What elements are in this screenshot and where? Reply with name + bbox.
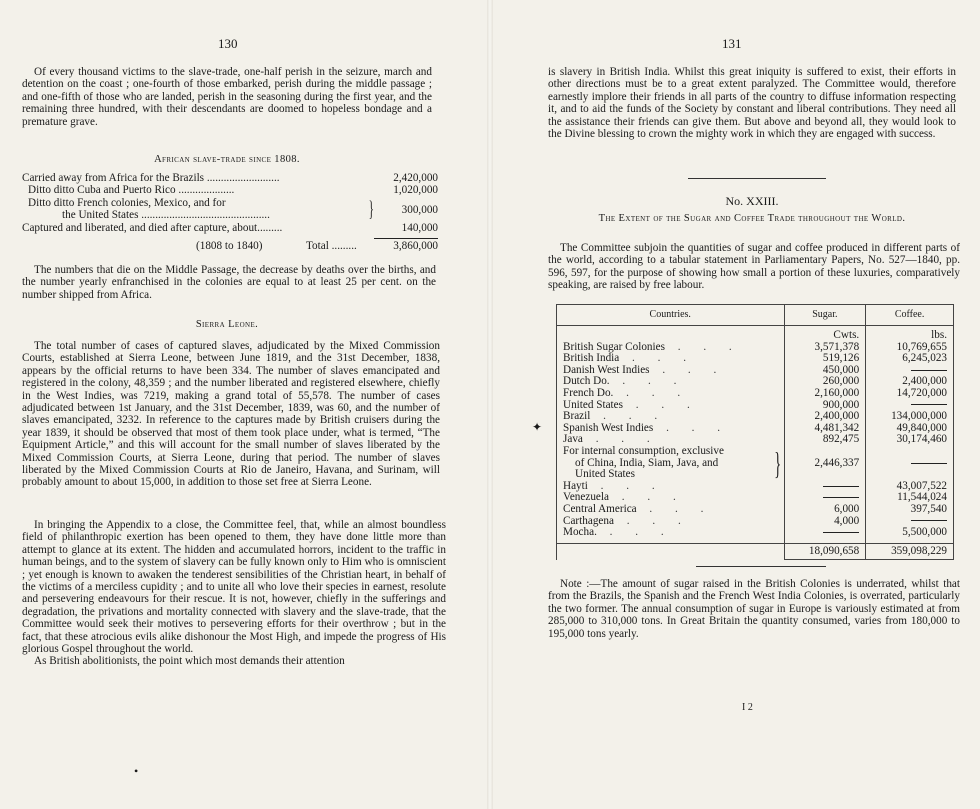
country-name: French Do. [563, 386, 614, 399]
country-name: Hayti [563, 479, 588, 492]
sugar-cell: 6,000 [784, 504, 866, 516]
export-value: 300,000 [401, 203, 438, 216]
internal-line: For internal consumption, exclusive [563, 444, 724, 457]
sugar-cell: 450,000 [784, 365, 866, 377]
slave-trade-export-table [22, 172, 438, 238]
leader-dots: . . . [609, 375, 687, 388]
slave-trade-total-row [22, 240, 438, 254]
leader-dots: . . . [596, 526, 674, 539]
coffee-cell: 11,544,024 [866, 492, 954, 504]
brace-icon: } [774, 444, 782, 481]
coffee-cell: 134,000,000 [866, 411, 954, 423]
brace-icon: } [368, 195, 374, 221]
country-name: Central America [563, 502, 637, 515]
sierra-leone-paragraph [22, 340, 440, 489]
leader-dots: . . . [613, 514, 691, 527]
export-row [22, 222, 438, 238]
units-row [557, 326, 954, 342]
signature-mark: I 2 [742, 702, 753, 713]
export-row [22, 184, 438, 196]
sugar-note-paragraph [548, 578, 960, 640]
sugar-coffee-intro-paragraph [548, 242, 960, 292]
sugar-cell: 892,475 [784, 434, 866, 446]
export-label: Captured and liberated, and died after capture, about......... [22, 221, 283, 234]
total-sugar: 18,090,658 [784, 543, 866, 560]
column-header-countries: Countries. [557, 305, 785, 326]
coffee-cell: 43,007,522 [866, 481, 954, 493]
country-name: Dutch Do. [563, 375, 610, 388]
country-name: Spanish West Indies [563, 421, 654, 434]
sugar-units: Cwts. [784, 326, 866, 342]
middle-passage-note [22, 264, 436, 301]
export-value: 2,420,000 [393, 172, 438, 184]
sugar-cell: 260,000 [784, 376, 866, 388]
dash-mark [823, 486, 859, 487]
country-name: Mocha. [563, 526, 597, 539]
export-row [22, 172, 438, 184]
section-title: The Extent of the Sugar and Coffee Trade throughout the World. [598, 213, 906, 224]
country-cell [557, 527, 785, 543]
total-coffee: 359,098,229 [866, 543, 954, 560]
note-divider [696, 566, 826, 567]
leader-dots: . . . [619, 352, 697, 365]
dash-mark [911, 463, 947, 464]
coffee-cell: 49,840,000 [866, 423, 954, 435]
section-number: No. XXIII. [725, 194, 779, 208]
ornament-icon: ✦ [532, 420, 543, 434]
paragraph-text: The Committee subjoin the quantities of sugar and coffee produced in different parts of the world, according to a tabular statement in Parliamentary Papers, No. 527—1840, pp. 596, 597, for the purpose of showing how small a portion of these luxuries, comparatively speaking, are raised by free labour. [548, 242, 960, 292]
export-label: Ditto ditto Cuba and Puerto Rico .................... [28, 184, 235, 197]
dash-mark [911, 404, 947, 405]
coffee-cell: 5,500,000 [866, 527, 954, 543]
export-label: Carried away from Africa for the Brazils .......................... [22, 172, 280, 184]
export-value: 1,020,000 [393, 184, 438, 197]
paragraph-text: As British abolitionists, the point which most demands their attention [34, 655, 345, 668]
column-header-sugar: Sugar. [784, 305, 866, 326]
paragraph-text: The numbers that die on the Middle Passage, the decrease by deaths over the births, and the number yearly enfranchised in the colonies are equal to at least 25 per cent. on the number shipped from Africa. [22, 264, 436, 301]
table-row [557, 527, 954, 543]
coffee-cell: 10,769,655 [866, 342, 954, 354]
sugar-cell: 2,446,337 [784, 446, 866, 481]
sugar-cell: 2,400,000 [784, 411, 866, 423]
coffee-cell: 397,540 [866, 504, 954, 516]
leader-dots: . . . [590, 410, 668, 423]
internal-line: United States [575, 468, 635, 481]
country-name: Brazil [563, 410, 591, 423]
paragraph-text: is slavery in British India. Whilst this great iniquity is suffered to exist, their efforts in other directions must be to a great extent paralyzed. The Committee would, therefore earnestly implore their friends in all parts of the country to diffuse information respecting it, and to aid the funds of the Society by constant and liberal contributions. They need all the assistance their friends can give them. But above and beyond all, they would look to the Divine blessing to crown the mighty work in which they are engaged with success. [548, 66, 956, 141]
sugar-cell: 3,571,378 [784, 342, 866, 354]
coffee-cell: 6,245,023 [866, 353, 954, 365]
paragraph-text: Of every thousand victims to the slave-trade, one-half perish in the seizure, march and detention on the coast ; one-fourth of those embarked, perish during the middle passage ; and one-fifth of those who are landed, perish in the seasoning during the first year, and the remaining three hundred, with their descendants are doomed to hopeless bondage and a premature grave. [22, 66, 432, 128]
total-empty-cell [557, 543, 785, 560]
leader-dots: . . . [653, 421, 731, 434]
british-india-paragraph [548, 66, 956, 140]
leader-dots: . . . [636, 502, 714, 515]
slave-trade-mortality-paragraph [22, 66, 432, 128]
sugar-cell: 2,160,000 [784, 388, 866, 400]
country-name: Danish West Indies [563, 363, 650, 376]
sugar-cell: 4,481,342 [784, 423, 866, 435]
coffee-units: lbs. [866, 326, 954, 342]
country-name: Venezuela [563, 491, 609, 504]
sugar-cell [784, 481, 866, 493]
units-cell [557, 326, 785, 342]
right-page [490, 0, 980, 809]
total-value: 3,860,000 [393, 240, 438, 252]
total-years: (1808 to 1840) [196, 240, 263, 252]
paragraph-text: In bringing the Appendix to a close, the Committee feel, that, while an almost boundless field of philanthropic exertion has been opened to them, they have done little more than attempt to glance at its extent. The hidden and accumulated horrors, incident to the traffic in human beings, and to the system of slavery can be fully known only to Him who is omniscient ; yet enough is known to awaken the tenderest sensibilities of the Christian heart, in behalf of the victims of a merciless cupidity ; and to unite all who love their species in earnest, resolute and persevering endeavours for their rescue. It is not, however, chiefly in the sufferings and degradation, the privations and mortality connected with slavery and the slave-trade, that the Committee would seek their motives to persevering efforts for their overthrow ; but in the fact, that these atrocious evils alike dishonour the Most High, and impede the progress of His glorious Gospel throughout the world. [22, 519, 446, 656]
paragraph-text: Note :—The amount of sugar raised in the British Colonies is underrated, whilst that from the Brazils, the Spanish and the French West India Colonies, is overrated, particularly the two former. The annual consumption of sugar in Europe is variously estimated at from 285,000 to 310,000 tons. In Great Britain the quantity consumed, varies from 180,000 to 195,000 tons yearly. [548, 578, 960, 640]
dash-mark [911, 520, 947, 521]
sugar-coffee-table [556, 304, 954, 560]
coffee-cell [866, 446, 954, 481]
country-name: British India [563, 352, 620, 365]
sugar-cell: 4,000 [784, 516, 866, 528]
sierra-leone-heading: Sierra Leone. [195, 319, 259, 330]
total-rule [374, 238, 438, 239]
leader-dots: . . . [649, 363, 727, 376]
right-page-number: 131 [722, 36, 742, 51]
leader-dots: . . . [622, 398, 700, 411]
paragraph-text: The total number of cases of captured slaves, adjudicated by the Mixed Commission Courts, established at Sierra Leone, between June 1819, and the 31st December, 1838, appears by the official returns to have been 334. The number of slaves emancipated and registered in the colony, 48,359 ; and the number liberated and registered elsewhere, chiefly in the West Indies, was 7219, making a grand total of 55,578. The number of cases adjudicated between 1st January, and the 31st December, 1839, was 60, and the number of slaves emancipated, 3232. In reference to the captures made by British cruisers during the year 1839, it should be observed that most of them took place under, what is termed, “The Equipment Article,” and this will account for the small number of slaves liberated by the Mixed Commission Courts, at Sierra Leone, during that period. The number of slaves liberated by the Mixed Commission Courts at Rio de Janeiro, Havana, and Surinam, will probably amount to about 15,000, in addition to those set free at Sierra Leone. [22, 340, 440, 489]
coffee-cell: 14,720,000 [866, 388, 954, 400]
country-name: British Sugar Colonies [563, 340, 665, 353]
coffee-cell: 30,174,460 [866, 434, 954, 446]
column-header-coffee: Coffee. [866, 305, 954, 326]
leader-dots: . . . [664, 340, 742, 353]
export-value: 140,000 [401, 221, 438, 234]
export-label-continued: the United States .............................................. [62, 208, 270, 221]
total-label: Total ......... [306, 240, 357, 252]
table-row [557, 446, 954, 481]
table-header-row [557, 305, 954, 326]
dash-mark [823, 532, 859, 533]
leader-dots: . . . [587, 479, 665, 492]
sugar-cell: 900,000 [784, 400, 866, 412]
coffee-cell: 2,400,000 [866, 376, 954, 388]
leader-dots: . . . [608, 491, 686, 504]
country-name: Java [563, 433, 583, 446]
export-row [22, 197, 438, 222]
internal-line: of China, India, Siam, Java, and [575, 456, 719, 469]
dash-mark [911, 370, 947, 371]
section-divider [688, 178, 826, 179]
leader-dots: . . . [613, 386, 691, 399]
dash-mark [823, 497, 859, 498]
sugar-cell [784, 527, 866, 543]
sugar-cell: 519,126 [784, 353, 866, 365]
country-name: Carthagena [563, 514, 614, 527]
closing-paragraph [22, 519, 446, 668]
country-cell [557, 446, 785, 481]
ink-dot-icon: • [134, 764, 139, 778]
african-slave-trade-heading: African slave-trade since 1808. [154, 154, 300, 165]
table-total-row [557, 543, 954, 560]
country-name: United States [563, 398, 623, 411]
left-page-number: 130 [218, 36, 238, 51]
export-label: Ditto ditto French colonies, Mexico, and for [28, 196, 226, 209]
leader-dots: . . . [582, 433, 660, 446]
